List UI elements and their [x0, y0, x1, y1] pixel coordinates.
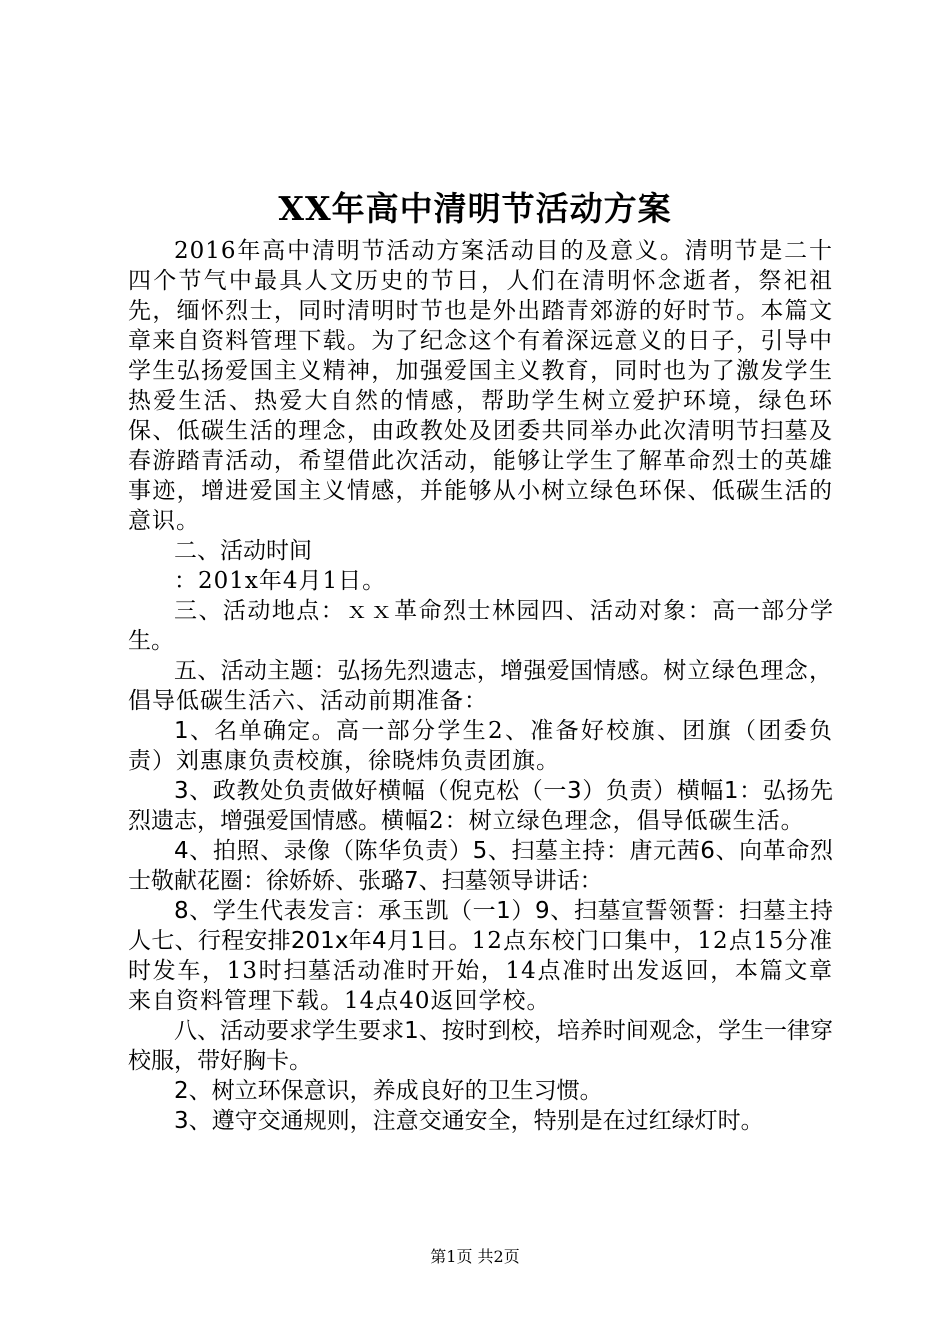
- paragraph-text: 八、活动要求学生要求1、按时到校，培养时间观念，学生一律穿校服，带好胸卡。: [128, 1018, 833, 1074]
- paragraph: [128, 776, 833, 836]
- paragraph-text: 树立绿色理念，倡导低碳生活六、活动前期准备：: [128, 658, 834, 714]
- paragraph-text: 高一部分学生2、准备好校旗、团旗（团委负责）刘惠康负责校旗，徐晓炜负责团旗。: [128, 718, 833, 774]
- page-footer: 第1页 共2页: [430, 1247, 520, 1266]
- paragraph-text: 五、活动主题：弘扬先烈遗志，增强爱国情感。: [174, 658, 664, 684]
- paragraph-text: 8、学生代表发言：承玉凯（一1）9、扫墓宣誓领誓：扫墓主持人七、行程安排201x年4月1日。: [128, 898, 833, 954]
- paragraph-text: 2、树立环保意识，养成良好的卫生习惯。: [174, 1078, 603, 1104]
- paragraph-text: 4、拍照、录像（陈华负责）5、扫墓主持：唐元茜6、向革命烈士敬献花圈：徐娇娇、张璐7、扫墓领导讲话：: [128, 838, 833, 894]
- paragraph-text: 1、名单确定。: [174, 718, 336, 744]
- paragraph: [128, 1106, 833, 1136]
- paragraph: [128, 236, 833, 536]
- paragraph: [128, 836, 833, 896]
- document-body: [128, 236, 833, 1136]
- paragraph: [128, 1016, 833, 1076]
- paragraph: [128, 536, 833, 566]
- paragraph-text: 三、活动地点：ｘｘ革命烈士林园四、活动对象：高一部分学生。: [128, 598, 833, 654]
- paragraph: [128, 716, 833, 776]
- paragraph-text: ：201x年4月1日。: [174, 568, 387, 594]
- paragraph-text: 12点东校门口集中，12点15分准时发车，13时扫墓活动准时开始，14点准时出发返回，本篇文章来自资料管理下载。14点40返回学校。: [128, 928, 833, 1014]
- paragraph-text: 3、遵守交通规则，注意交通安全，特别是在过红绿灯时。: [174, 1108, 764, 1134]
- document-title: XX年高中清明节活动方案: [278, 189, 672, 228]
- paragraph: [128, 566, 833, 596]
- paragraph-text: 二、活动时间: [174, 538, 312, 564]
- paragraph: [128, 1076, 833, 1106]
- paragraph: [128, 896, 833, 1016]
- paragraph-text: 3、政教处负责做好横幅（倪克松（一3）负责）横幅1：弘扬先烈遗志，增强爱国情感。: [128, 778, 833, 834]
- paragraph-text: 2016年高中清明节活动方案活动目的及意义。清明节是二十四个节气中最具人文历史的节日，人们在清明怀念逝者，祭祀祖先，缅怀烈士，同时清明时节也是外出踏青郊游的好时节。本篇文章来自资料管理下载。为了纪念这个有着深远意义的日子，引导中学生弘扬爱国主义精神，加强爱国主义教育，同时也为了激发学生热爱生活、热爱大自然的情感，帮助学生树立爱护环境，绿色环保、低碳生活的理念，由政教处及团委共同举办此次清明节扫墓及春游踏青活动，希望借此次活动，能够让学生了解革命烈士的英雄事迹，增进爱国主义情感，并能够从小树立绿色环保、低碳生活的意识。: [128, 238, 833, 534]
- paragraph-text: 横幅2：树立绿色理念，倡导低碳生活。: [381, 808, 805, 834]
- paragraph: [128, 656, 833, 716]
- paragraph: [128, 596, 833, 656]
